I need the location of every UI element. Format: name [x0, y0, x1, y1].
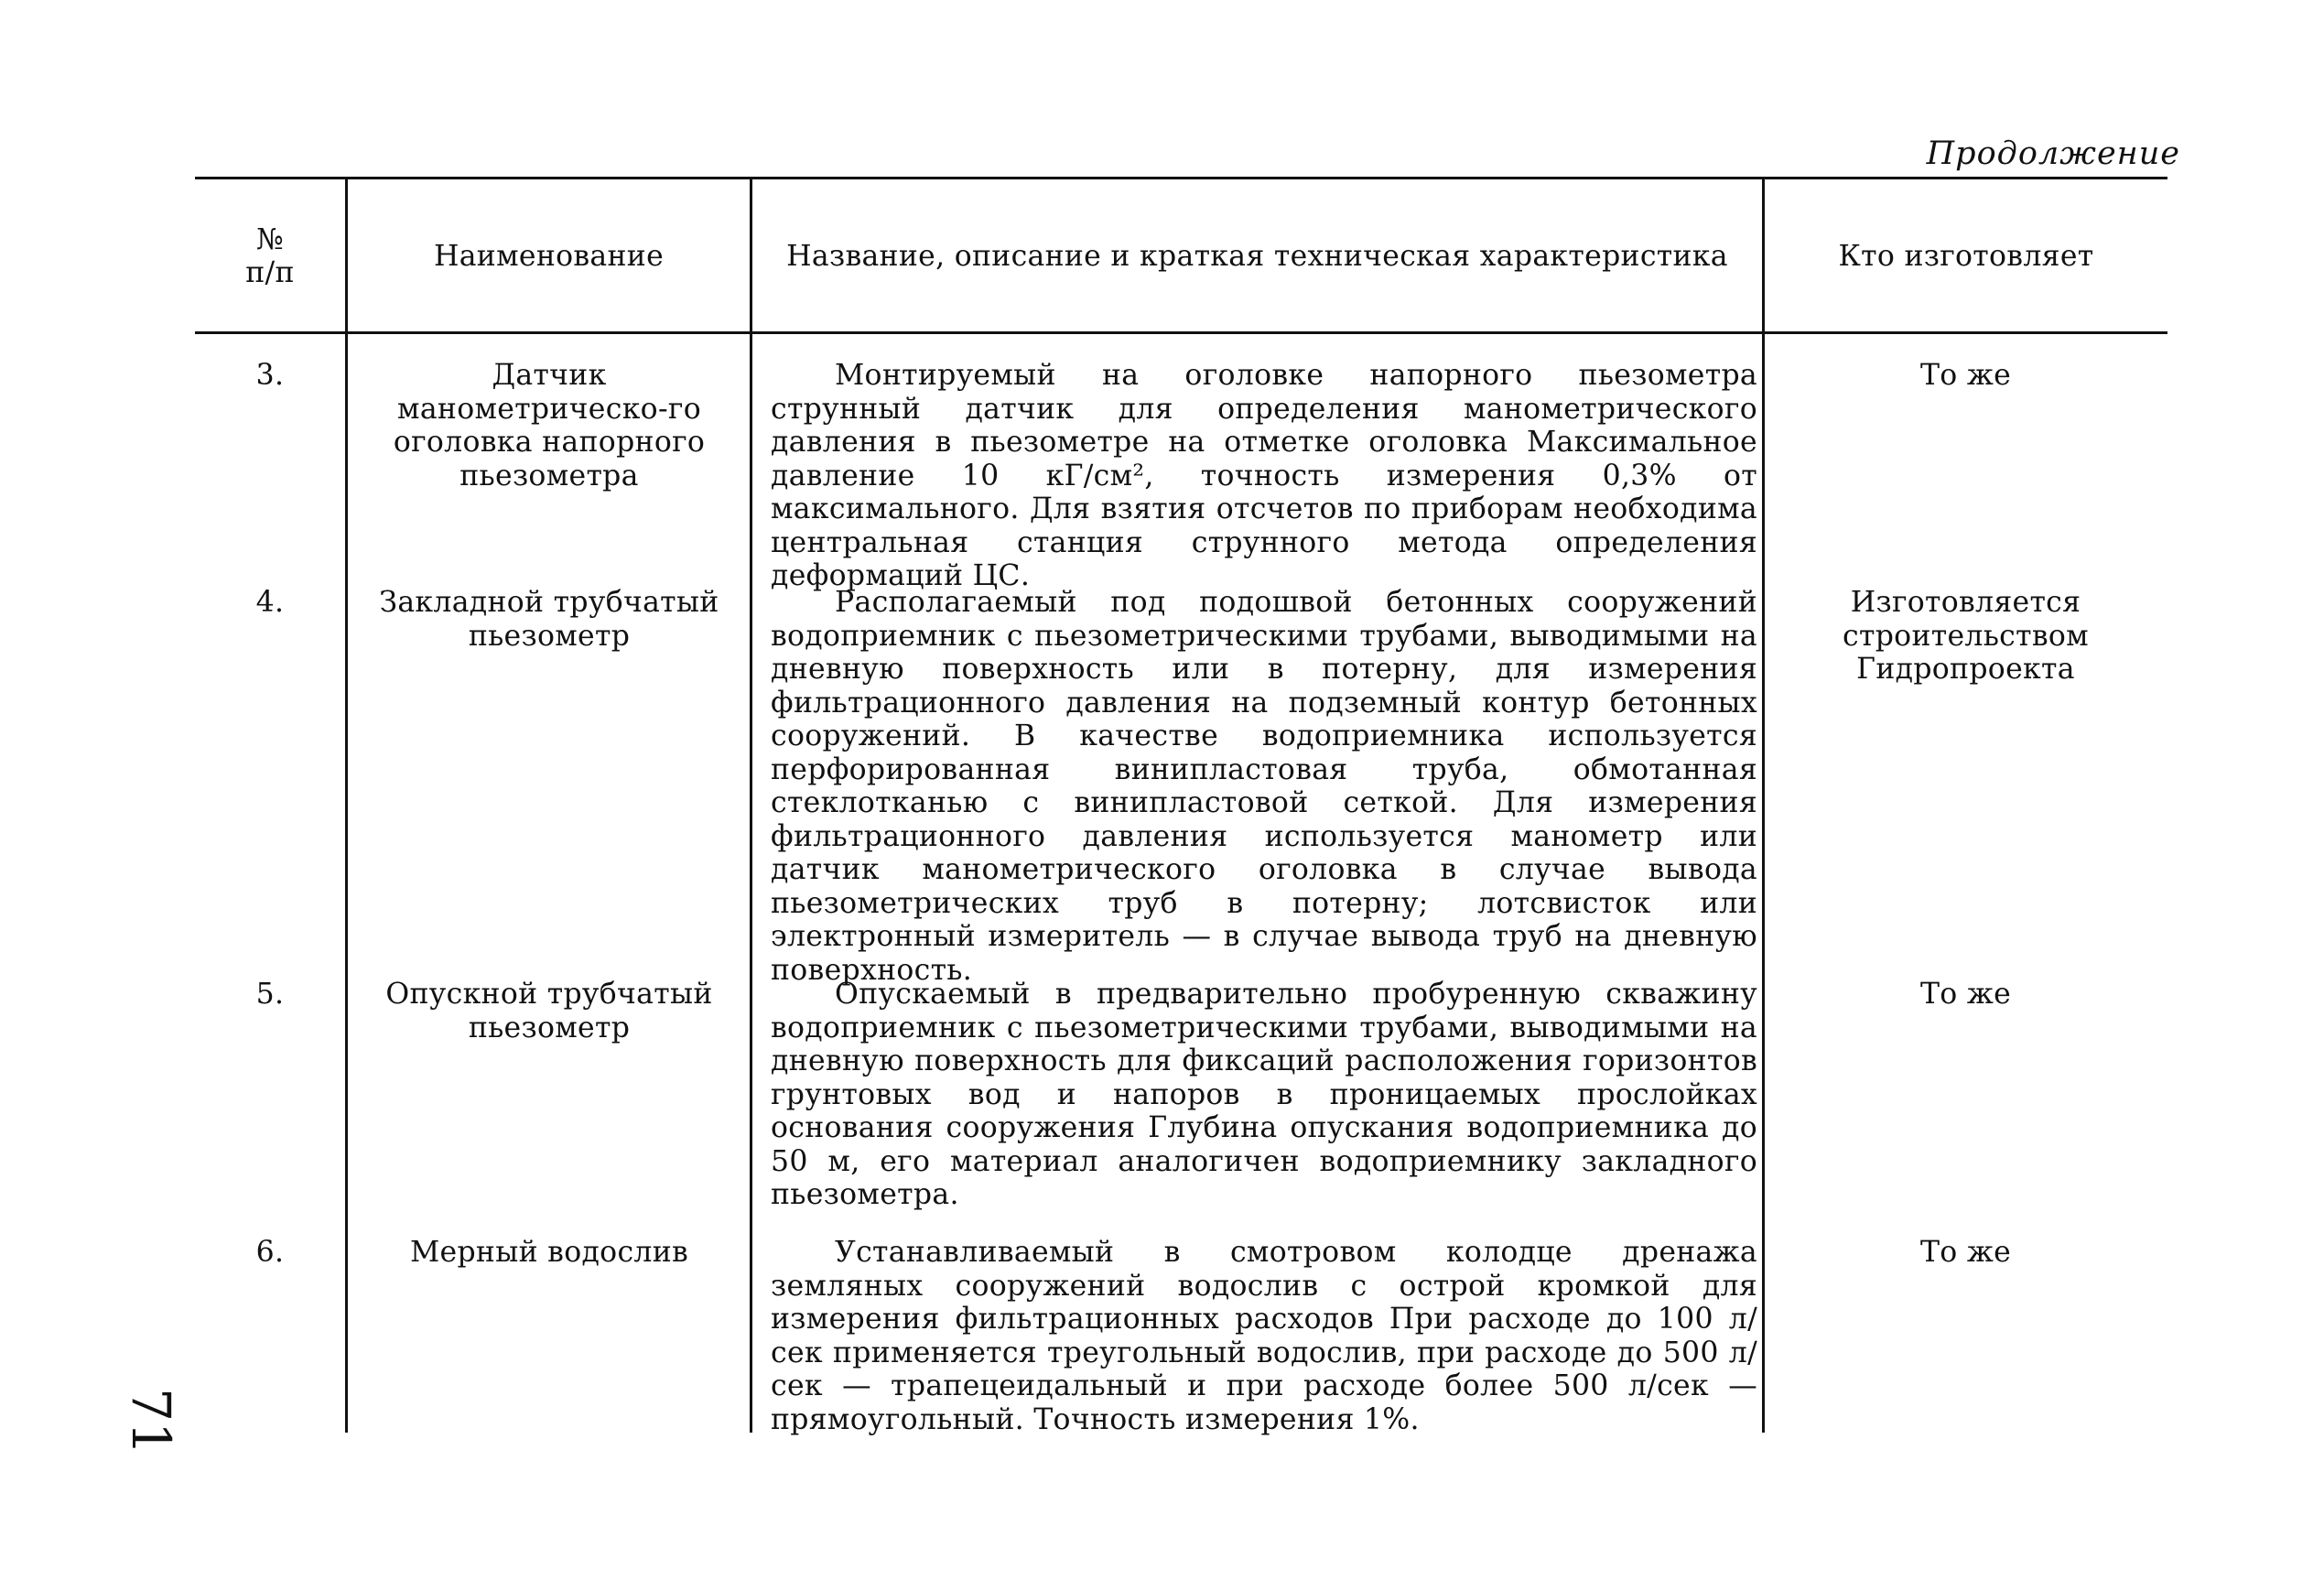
row-5-name: Опускной трубчатый пьезометр [385, 978, 713, 1044]
header-num-text: № п/п [245, 222, 295, 289]
header-name-text: Наименование [433, 239, 665, 273]
table-top-rule [195, 177, 2167, 179]
header-manufacturer-text: Кто изготовляет [1838, 239, 2094, 273]
row-4-description: Располагаемый под подошвой бетонных сооружений водоприемник с пьезометрическими трубами, выводимыми на дневную поверхность или в потерну, для измерения фильтрационного давления на подземный контур бетонных сооружений. В качестве водоприемника используется перфорированная винипластовая труба, обмотанная стеклотканью с винипластовой сеткой. Для измерения фильтрационного давления используется манометр или датчик манометрического оголовка в случае вывода пьезометрических труб в потерну; лотсвисток или электронный измеритель — в случае вывода труб на дневную поверхность. [771, 586, 1757, 987]
column-divider-1-body [345, 334, 348, 1433]
table-header-rule [195, 331, 2167, 334]
header-num [195, 188, 345, 325]
header-description-text: Название, описание и краткая техническая характеристика [786, 239, 1728, 273]
row-3-description: Монтируемый на оголовке напорного пьезометра струнный датчик для определения манометрического давления в пьезометре на отметке оголовка Максимальное давление 10 кГ/см², точность измерения 0,3% от максимального. Для взятия отсчетов по приборам необходима центральная станция струнного метода определения деформаций ЦС. [771, 359, 1757, 592]
continuation-label: Продолжение [1926, 135, 2180, 172]
row-3-manufacturer: То же [1919, 359, 2012, 392]
row-6-num: 6. [255, 1236, 285, 1269]
header-name [348, 188, 750, 325]
row-5-description: Опускаемый в предварительно пробуренную скважину водоприемник с пьезометрическими трубами, выводимыми на дневную поверхность для фиксаций расположения горизонтов грунтовых вод и напоров в проницаемых прослойках основания сооружения Глубина опускания водоприемника до 50 м, его материал аналогичен водоприемнику закладного пьезометра. [771, 978, 1757, 1211]
row-4-manufacturer: Изготовляется строительством Гидропроекта [1843, 586, 2089, 686]
row-4-num: 4. [255, 586, 285, 619]
row-6-manufacturer: То же [1919, 1236, 2012, 1269]
row-5-num: 5. [255, 978, 285, 1011]
row-3-num: 3. [255, 359, 285, 392]
row-4-name: Закладной трубчатый пьезометр [379, 586, 719, 653]
row-3-name: Датчик манометрическо-го оголовка напорного пьезометра [393, 359, 706, 492]
row-6-name: Мерный водослив [409, 1236, 689, 1269]
column-divider-2-body [750, 334, 752, 1433]
column-divider-3-body [1762, 334, 1765, 1433]
header-manufacturer [1765, 188, 2167, 325]
row-5-manufacturer: То же [1919, 978, 2012, 1011]
row-6-description: Устанавливаемый в смотровом колодце дренажа земляных сооружений водослив с острой кромкой для измерения фильтрационных расходов При расходе до 100 л/сек применяется треугольный водослив, при расходе до 500 л/сек — трапецеидальный и при расходе более 500 л/сек — прямоугольный. Точность измерения 1%. [771, 1236, 1757, 1436]
page-number: 71 [120, 1388, 182, 1455]
header-description [752, 188, 1762, 325]
